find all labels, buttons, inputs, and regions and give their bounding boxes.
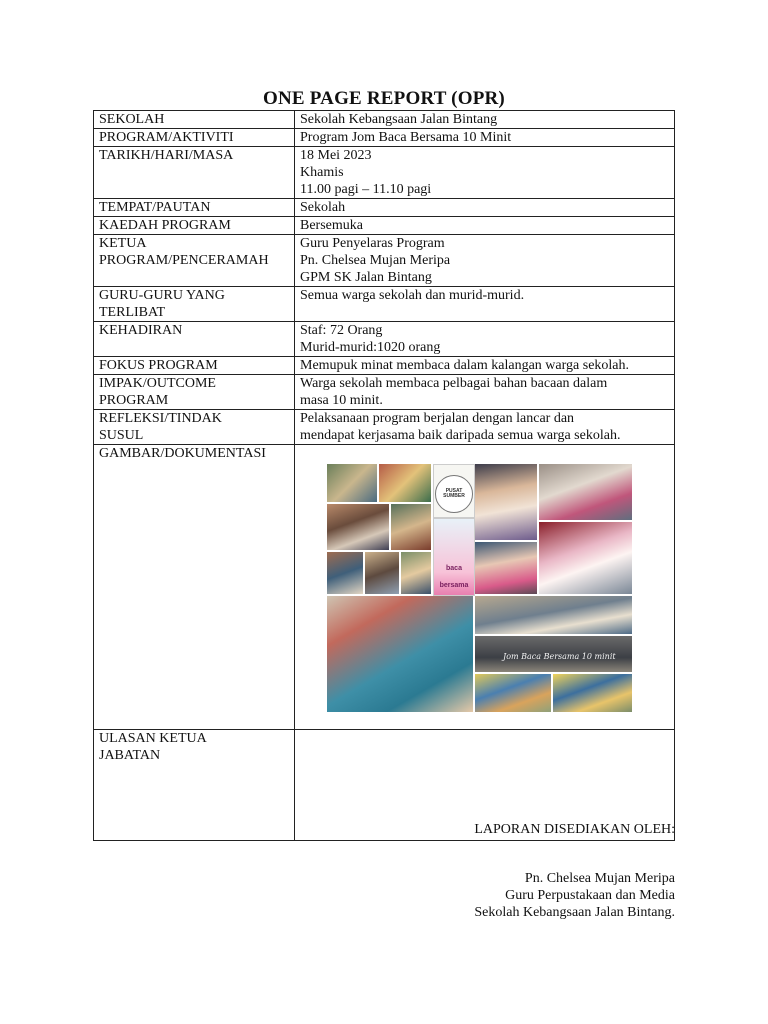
poster-title: PUSAT SUMBER: [443, 488, 465, 499]
row-label-impak: IMPAK/OUTCOME PROGRAM: [94, 375, 295, 410]
report-title: ONE PAGE REPORT (OPR): [263, 88, 505, 109]
table-row: [94, 287, 675, 322]
photo-staff-pink: [539, 522, 632, 594]
row-label-guru: GURU-GURU YANG TERLIBAT: [94, 287, 295, 322]
row-value-impak: Warga sekolah membaca pelbagai bahan bacaan dalam masa 10 minit.: [295, 375, 675, 410]
table-row: [94, 357, 675, 375]
table-row: [94, 199, 675, 217]
photo-staff-room: [539, 464, 632, 520]
photo-classroom-2: [475, 636, 632, 672]
photo-classroom-1: [475, 596, 632, 634]
preparer-name: Pn. Chelsea Mujan Meripa: [524, 871, 675, 886]
table-row: [94, 445, 675, 730]
row-value-refleksi: Pelaksanaan program berjalan dengan lancar dan mendapat kerjasama baik daripada semua warga sekolah.: [295, 410, 675, 445]
table-row: [94, 235, 675, 287]
table-row: [94, 217, 675, 235]
report-table: [93, 110, 675, 841]
photo-classroom-3: [475, 674, 551, 712]
row-value-gambar: [295, 445, 675, 730]
preparer-position: Guru Perpustakaan dan Media: [505, 888, 675, 903]
photo-reading-4: [365, 552, 399, 594]
photo-teacher-reading: [475, 464, 537, 540]
row-value-guru: Semua warga sekolah dan murid-murid.: [295, 287, 675, 322]
row-label-kaedah: KAEDAH PROGRAM: [94, 217, 295, 235]
poster-baca-bersama: [433, 518, 475, 596]
photo-collage: [327, 464, 632, 712]
preparer-school: Sekolah Kebangsaan Jalan Bintang.: [474, 905, 675, 920]
row-label-refleksi: REFLEKSI/TINDAK SUSUL: [94, 410, 295, 445]
row-label-tempat: TEMPAT/PAUTAN: [94, 199, 295, 217]
row-value-program: Program Jom Baca Bersama 10 Minit: [295, 129, 675, 147]
row-value-ketua: Guru Penyelaras Program Pn. Chelsea Mujan Meripa GPM SK Jalan Bintang: [295, 235, 675, 287]
photo-library-2: [379, 464, 431, 502]
row-label-sekolah: SEKOLAH: [94, 111, 295, 129]
table-row: [94, 322, 675, 357]
row-label-gambar: GAMBAR/DOKUMENTASI: [94, 445, 295, 730]
photo-teacher-book: [475, 542, 537, 594]
row-label-program: PROGRAM/AKTIVITI: [94, 129, 295, 147]
table-row: [94, 129, 675, 147]
photo-classroom-4: [553, 674, 632, 712]
row-value-kehadiran: Staf: 72 Orang Murid-murid:1020 orang: [295, 322, 675, 357]
table-row: [94, 410, 675, 445]
photo-reading-5: [401, 552, 431, 594]
table-row: [94, 111, 675, 129]
row-value-kaedah: Bersemuka: [295, 217, 675, 235]
row-value-tempat: Sekolah: [295, 199, 675, 217]
photo-library-1: [327, 464, 377, 502]
photo-reading-1: [327, 504, 389, 550]
photo-reading-3: [327, 552, 363, 594]
row-label-fokus: FOKUS PROGRAM: [94, 357, 295, 375]
prepared-by-label: LAPORAN DISEDIAKAN OLEH:: [474, 822, 675, 837]
table-row: [94, 375, 675, 410]
poster2-text: baca bersama: [439, 565, 469, 589]
row-label-ketua: KETUA PROGRAM/PENCERAMAH: [94, 235, 295, 287]
photo-teachers-selfie: [327, 596, 473, 712]
pusat-sumber-logo: [435, 475, 473, 513]
poster-pusat-sumber: [433, 464, 475, 518]
row-label-tarikh: TARIKH/HARI/MASA: [94, 147, 295, 199]
row-label-kehadiran: KEHADIRAN: [94, 322, 295, 357]
row-value-fokus: Memupuk minat membaca dalam kalangan warga sekolah.: [295, 357, 675, 375]
row-label-ulasan: ULASAN KETUA JABATAN: [94, 730, 295, 841]
row-value-sekolah: Sekolah Kebangsaan Jalan Bintang: [295, 111, 675, 129]
photo-reading-2: [391, 504, 431, 550]
collage-caption: Jom Baca Bersama 10 minit: [503, 652, 616, 661]
row-value-tarikh: 18 Mei 2023 Khamis 11.00 pagi – 11.10 pagi: [295, 147, 675, 199]
table-row: [94, 147, 675, 199]
